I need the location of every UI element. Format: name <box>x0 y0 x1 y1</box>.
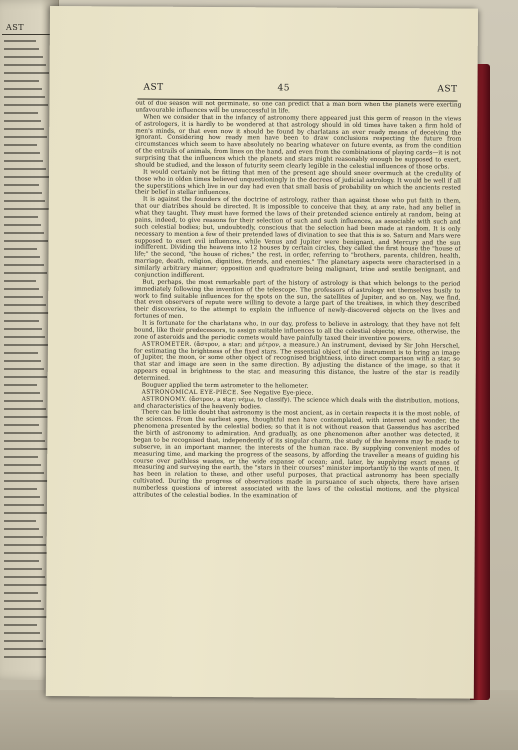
left-page-line <box>4 128 44 130</box>
left-page-line <box>4 184 39 186</box>
left-page-line <box>4 504 44 506</box>
left-page-line <box>4 312 49 314</box>
left-page-line <box>4 576 45 578</box>
left-page-line <box>4 424 39 426</box>
page-number: 45 <box>277 83 290 94</box>
entry-term: ASTRONOMICAL EYE-PIECE. <box>141 389 239 396</box>
left-page-line <box>4 584 48 586</box>
paragraph-text: out of due season will not germinate, so one can predict that a man born when the planets were exerting unfavourable influences will be unsuccessful in life. <box>135 100 462 115</box>
left-page-line <box>4 216 38 218</box>
left-page-line <box>4 472 44 474</box>
left-page-line <box>4 288 39 290</box>
entry-term: ASTROMETER. <box>141 341 192 348</box>
left-page-line <box>4 256 40 258</box>
left-page-line <box>4 120 41 122</box>
left-page-line <box>4 336 45 338</box>
left-page-line <box>4 448 49 450</box>
left-page-line <box>4 272 47 274</box>
body-paragraph <box>135 169 461 198</box>
left-page-rule <box>2 34 54 35</box>
left-page-line <box>4 360 41 362</box>
left-page-line <box>4 528 39 530</box>
book-page <box>46 6 478 699</box>
left-page-line <box>4 400 43 402</box>
left-page-line <box>4 152 40 154</box>
left-page-line <box>4 440 45 442</box>
left-page-line <box>4 48 39 50</box>
left-page-line <box>4 656 50 658</box>
left-page-line <box>4 392 40 394</box>
left-page-line <box>4 144 37 146</box>
left-page-line <box>4 328 42 330</box>
body-paragraph <box>134 321 460 344</box>
left-page-line <box>4 408 46 410</box>
paragraph-text: But, perhaps, the most remarkable part of the history of astrology is that which belongs to the period immediately following the invention of the telescope. The professors of astrology set themselves busily to work to find suitable influences for the spots on the sun, the satellites of Jupiter, and so on. Nay, we find, that even observers of repute were willing to devote a large part of the treatises, in which they described their discoveries, to the attempt to explain the influence of newly-discovered objects on the lives and fortunes of men. <box>134 279 461 320</box>
body-paragraph <box>134 197 460 281</box>
left-page-line <box>4 80 39 82</box>
left-page-line <box>4 488 37 490</box>
left-page-line <box>4 96 45 98</box>
left-page-line <box>4 512 47 514</box>
left-page-line <box>4 616 47 618</box>
left-page-line <box>4 344 48 346</box>
header-left: AST <box>143 82 164 93</box>
left-page-line <box>4 632 40 634</box>
left-page-line <box>4 376 47 378</box>
left-page-line <box>4 88 42 90</box>
left-page-line <box>4 56 43 58</box>
left-page-line <box>4 600 41 602</box>
entry-paragraph <box>134 341 460 384</box>
left-page-line <box>4 248 37 250</box>
left-page-line <box>4 520 36 522</box>
body-paragraph <box>134 279 460 322</box>
left-page-line <box>4 240 48 242</box>
left-page-line <box>4 208 49 210</box>
left-page-line <box>4 176 50 178</box>
left-page-line <box>4 264 44 266</box>
paragraph-text: There can be little doubt that astronomy is the most ancient, as in certain respects it is the most noble, of the sciences. From the earliest ages, thoughtful men have contemplated, with interest and wonder, the phenomena presented by the celestial bodies; so that it is not without reason that Gassendus has ascribed the birth of astronomy to admiration. And gradually, as one phenomenon after another was detected, it began to be recognised that, independently of its singular charm, the study of the heavens may be made to subserve, in an important manner, the interests of the human race. By supplying convenient modes of measuring time, and marking the progress of the seasons, by affording the traveller a means of guiding his course over pathless wastes, or the wide expanse of ocean; and, later, by supplying exact means of measuring and surveying the earth, the "stars in their courses" minister importantly to the wants of men. It has been in relation to these, and other useful purposes, that practical astronomy has been specially cultivated. During the progress of observations made in pursuance of such objects, there have arisen numberless questions of interest associated with the laws of the celestial motions, and the physical attributes of the celestial bodies. In the examination of <box>132 409 460 500</box>
left-page-line <box>4 352 38 354</box>
left-page-line <box>4 384 37 386</box>
left-page-line <box>4 72 49 74</box>
paragraph-text: It is fortunate for the charlatans who, in our day, profess to believe in astrology, that they have not felt bound, like their predecessors, to assign suitable influences to all the celestial objects; since, otherwise, the zone of asteroids and the periodic comets would have painfully taxed their inventive powers. <box>133 320 461 342</box>
left-page-line <box>4 224 41 226</box>
left-page-line <box>4 536 43 538</box>
left-page-line <box>4 280 36 282</box>
left-page-line <box>4 296 43 298</box>
body-paragraph <box>133 410 460 501</box>
paragraph-text: (ἄστρον, a star; and μέτρον, a measure.) An instrument, devised by Sir John Herschel, for estimating the brightness of the fixed stars. The essential object of the instrument is to bring an image of Jupiter, the moon, or some other object of recognised brightness, into direct comparison with a star, so that star and image are seen in the same direction. By adjusting the distance of the image, so that it appears equal in brightness to the star, and measuring this distance, the lustre of the star is readily determined. <box>133 341 460 382</box>
page-body-text <box>132 101 462 688</box>
left-page-line <box>4 648 46 650</box>
left-page-line <box>4 480 48 482</box>
paragraph-text: See Negative Eye-piece. <box>238 389 314 397</box>
header-right: AST <box>437 84 458 95</box>
left-page-line <box>4 104 48 106</box>
left-page-line <box>4 320 39 322</box>
paragraph-text: Bouguer applied the term astrometer to the heliometer. <box>141 382 309 390</box>
paragraph-text: It would certainly not be fitting that men of the present age should sneer overmuch at the credulity of those who in olden times believed unquestioningly in the decrees of judicial astrology. It would be well if all the superstitions which live in our day had even that small basis of probability on which the ancients rested their belief in stellar influences. <box>134 169 461 197</box>
left-page-line <box>4 64 46 66</box>
entry-term: ASTRONOMY. <box>141 396 188 403</box>
left-page-line <box>4 192 42 194</box>
left-page-line <box>4 544 46 546</box>
left-page-line <box>4 200 45 202</box>
left-page-line <box>4 40 36 42</box>
left-page-line <box>4 432 42 434</box>
running-header <box>137 83 457 99</box>
left-page-line <box>4 624 37 626</box>
left-page-line <box>4 560 39 562</box>
left-page-line <box>4 168 46 170</box>
left-page-line <box>4 552 49 554</box>
left-page-line <box>4 136 47 138</box>
left-page-line <box>4 368 44 370</box>
left-page-line <box>4 304 46 306</box>
table-surface <box>0 690 518 750</box>
left-page-line <box>4 232 44 234</box>
left-page-line <box>4 112 38 114</box>
left-page-line <box>4 592 38 594</box>
paragraph-text: (ἄστρον, a star; νέμω, to classify). The science which deals with the distribution, motions, and characteristics of the heavenly bodies. <box>133 396 460 410</box>
left-page-line <box>4 160 43 162</box>
left-page-text-lines <box>4 40 50 664</box>
left-page-line <box>4 464 41 466</box>
left-page-line <box>4 416 50 418</box>
paragraph-text: It is against the founders of the doctrine of astrology, rather than against those who put faith in them, that our diatribes should be directed. It is impossible to conceive that they, at any rate, had any belief in what they taught. They must have formed the laws of their pretended science entirely at random, being at pains, indeed, to give reasons for their selection of such and such influences, as associable with such and such celestial bodies; but, undoubtedly, conscious that the selection had been made at random. It is only necessary to mention a few of their pretended laws of divination to see that this is so. Saturn and Mars were supposed to exert evil influences, while Venus and Jupiter were benignant, and Mercury and the sun indifferent. Dividing the heavens into 12 houses by certain circles, they called the first house the "house of life;" the second, "the house of riches;" the rest, in order, referring to "brothers, parents, children, health, marriage, death, religion, dignities, friends, and enemies." The planetary aspects were characterised in a similarly arbitrary manner; opposition and quadrature being malignant, trine and sextile benignant, and conjunction indifferent. <box>134 196 461 279</box>
left-page-line <box>4 496 40 498</box>
left-page-line <box>4 608 44 610</box>
left-page-line <box>4 568 42 570</box>
paragraph-text: When we consider that in the infancy of astronomy there appeared just this germ of reason in the views of astrologers, it is hardly to be wondered at that astrology should in old times have taken a firm hold of men's minds, or that even now it should be found by charlatans an ever ready means of deceiving the ignorant. Considering how ready men have been to draw conclusions respecting the future from circumstances which seem to have absolutely no bearing whatever on future events, as from the condition of the entrails of animals, from lines on the hand, and even from the combinations of playing cards—it is not surprising that the influences which the planets and stars might reasonably enough be supposed to exert, should be studied, and the lesson of futurity seem clearly legible in the celestial influences of those orbs. <box>135 114 462 171</box>
left-page-line <box>4 640 43 642</box>
left-page-line <box>4 456 38 458</box>
body-paragraph <box>135 114 461 171</box>
left-page-header: AST <box>6 23 25 32</box>
